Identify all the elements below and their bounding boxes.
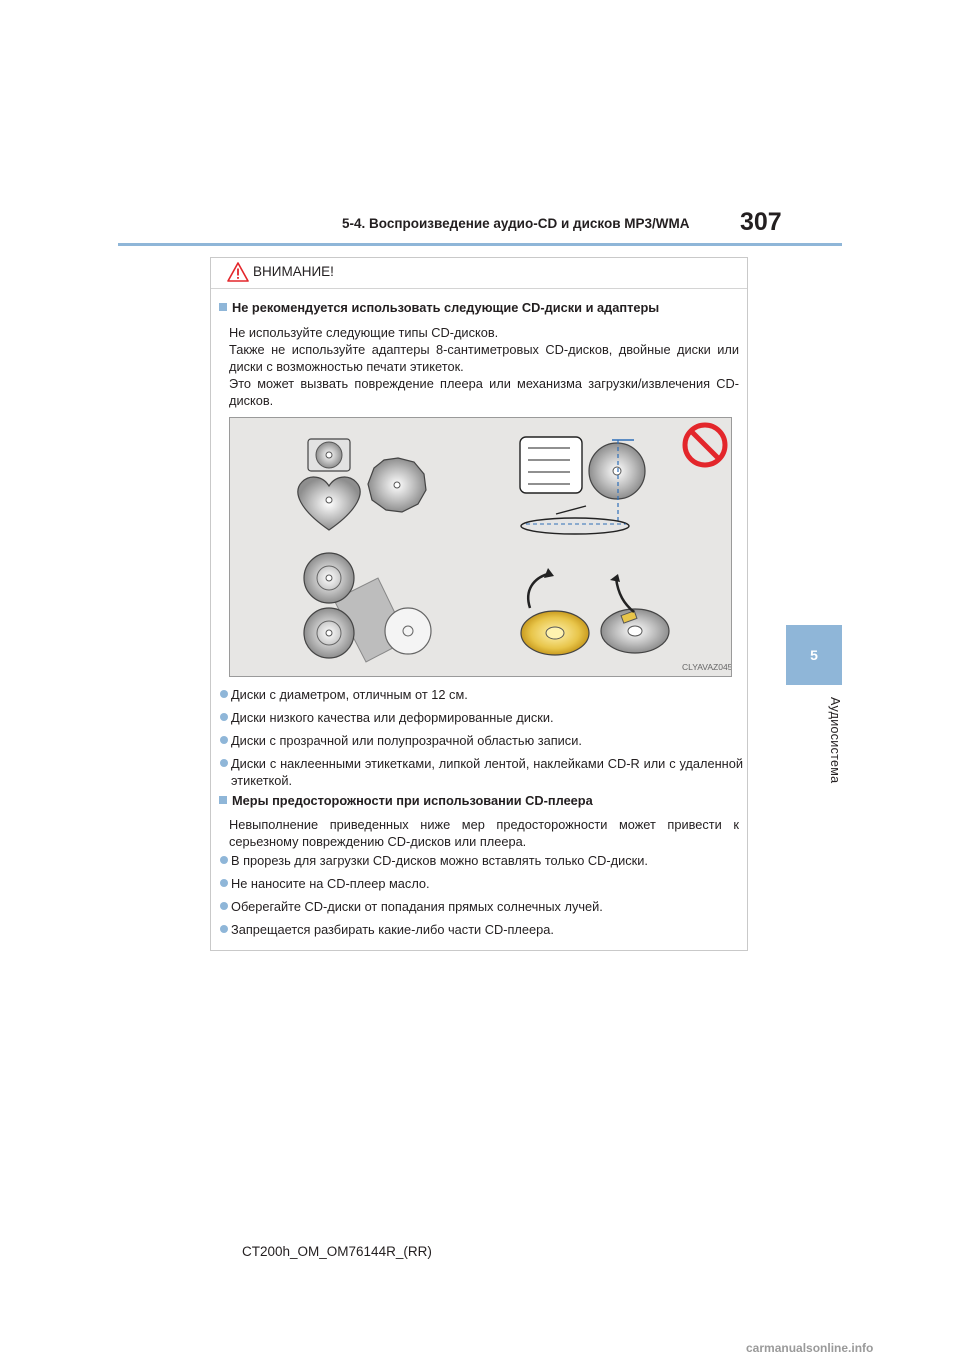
document-code: CT200h_OM_OM76144R_(RR) [242, 1244, 432, 1259]
paragraph-intro-1: Не используйте следующие типы CD-дисков. [229, 325, 499, 340]
section-title-text: Не рекомендуется использовать следующие CD-диски и адаптеры [232, 300, 660, 315]
header-divider [118, 243, 842, 246]
site-watermark: carmanualsonline.info [746, 1341, 874, 1355]
warning-triangle-icon [227, 262, 249, 282]
chapter-number: 5 [810, 647, 818, 663]
square-bullet-icon [219, 303, 227, 311]
chapter-tab [786, 625, 842, 685]
list-item: Диски с наклеенными этикетками, липкой лентой, наклейками CD-R или с удаленной этикеткой. [219, 755, 743, 789]
prohibited-discs-illustration [229, 417, 732, 677]
illustration-drawing [230, 418, 731, 676]
list-item: Оберегайте CD-диски от попадания прямых солнечных лучей. [219, 898, 743, 915]
polygon-disc-drawing [368, 458, 426, 512]
illustration-code: CLYAVAZ045 [682, 662, 731, 672]
list-item: Диски с прозрачной или полупрозрачной областью записи. [219, 732, 743, 749]
caution-header [211, 258, 747, 289]
list-item: Диски низкого качества или деформированные диски. [219, 709, 743, 726]
transparent-disc-detail-drawing [520, 437, 645, 534]
paragraph-intro-2: Также не используйте адаптеры 8-сантиметровых CD-дисков, двойные диски или диски с возможностью печати этикеток. [229, 342, 739, 374]
section-title-text: Меры предосторожности при использовании CD-плеера [232, 793, 593, 808]
list-item: Не наносите на CD-плеер масло. [219, 875, 743, 892]
list-item: Диски с диаметром, отличным от 12 см. [219, 686, 743, 703]
page-number: 307 [740, 208, 782, 236]
square-bullet-icon [219, 796, 227, 804]
adapter-discs-drawing [304, 553, 431, 662]
section-title-unsuitable-discs [219, 300, 659, 315]
caution-label: ВНИМАНИЕ! [253, 264, 334, 279]
prohibited-sign-icon [685, 425, 725, 465]
section-title-player-precautions [219, 793, 593, 808]
square-disc-drawing [308, 439, 350, 471]
paragraph-intro-3: Это может вызвать повреждение плеера или механизма загрузки/извлечения CD-дисков. [229, 376, 739, 408]
section-header-title: 5-4. Воспроизведение аудио-CD и дисков MP3/WMA [342, 216, 690, 231]
list-item: Запрещается разбирать какие-либо части CD-плеера. [219, 921, 743, 938]
labeled-discs-drawing [521, 568, 669, 655]
chapter-label: Аудиосистема [828, 696, 842, 784]
list-item: В прорезь для загрузки CD-дисков можно вставлять только CD-диски. [219, 852, 743, 869]
paragraph-precautions-intro: Невыполнение приведенных ниже мер предосторожности может привести к серьезному повреждению CD-дисков или плеера. [229, 817, 739, 849]
caution-box [210, 257, 748, 951]
heart-disc-drawing [298, 477, 360, 530]
